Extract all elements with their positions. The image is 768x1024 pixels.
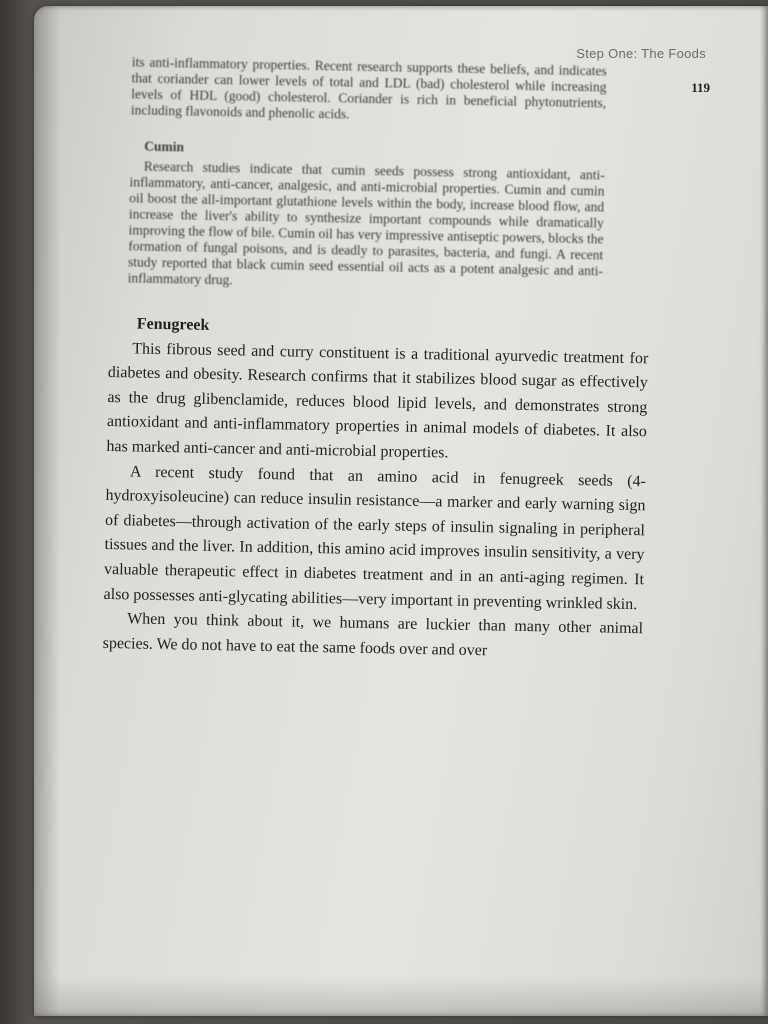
cumin-heading: Cumin <box>144 138 185 155</box>
upper-section <box>110 54 607 295</box>
running-head: Step One: The Foods <box>576 46 706 61</box>
fenugreek-section <box>102 312 649 667</box>
fenugreek-paragraph-2: A recent study found that an amino acid in fenugreek seeds (4-hydroxyisoleucine) can reduce insulin resistance—a marker and early warning sign of diabetes—through activation of the early steps of insulin signaling in peripheral tissues and the liver. In addition, this amino acid improves insulin sensitivity, a very valuable therapeutic effect in diabetes treatment and in an anti-aging regimen. It also possesses anti-glycating abilities—very important in preventing wrinkled skin. <box>103 462 647 613</box>
page-number: 119 <box>691 80 710 95</box>
fenugreek-paragraph-1: This fibrous seed and curry constituent is a traditional ayurvedic treatment for diabetes and obesity. Research confirms that it stabilizes blood sugar as effectively as the drug glibenclamide, reduces blood lipid levels, and demonstrates strong antioxidant and anti-inflammatory properties in animal models of diabetes. It also has marked anti-cancer and anti-microbial properties. <box>106 340 649 462</box>
fenugreek-heading: Fenugreek <box>136 315 210 334</box>
coriander-paragraph-end: its anti-inflammatory properties. Recent research supports these beliefs, and indicates that coriander can lower levels of total and LDL (bad) cholesterol while increasing levels of HDL (good) cholesterol. Coriander is rich in beneficial phytonutrients, including flavonoids and phenolic acids. <box>130 54 607 122</box>
closing-paragraph: When you think about it, we humans are luckier than many other animal species. We do not have to eat the same foods over and over <box>102 610 644 659</box>
book-page <box>34 6 768 1016</box>
page-text <box>102 54 653 667</box>
cumin-paragraph: Research studies indicate that cumin seeds possess strong antioxidant, anti-inflammatory, anti-cancer, analgesic, and anti-microbial properties. Cumin and cumin oil boost the all-important glutathione levels within the body, increase blood flow, and increase the liver's ability to synthesize important compounds while dramatically improving the flow of bile. Cumin oil has very impressive antiseptic powers, blocks the formation of fungal poisons, and is deadly to parasites, bacteria, and fungi. A recent study reported that black cumin seed essential oil acts as a potent analgesic and anti-inflammatory drug. <box>127 158 605 288</box>
page-shadow <box>34 976 768 1016</box>
